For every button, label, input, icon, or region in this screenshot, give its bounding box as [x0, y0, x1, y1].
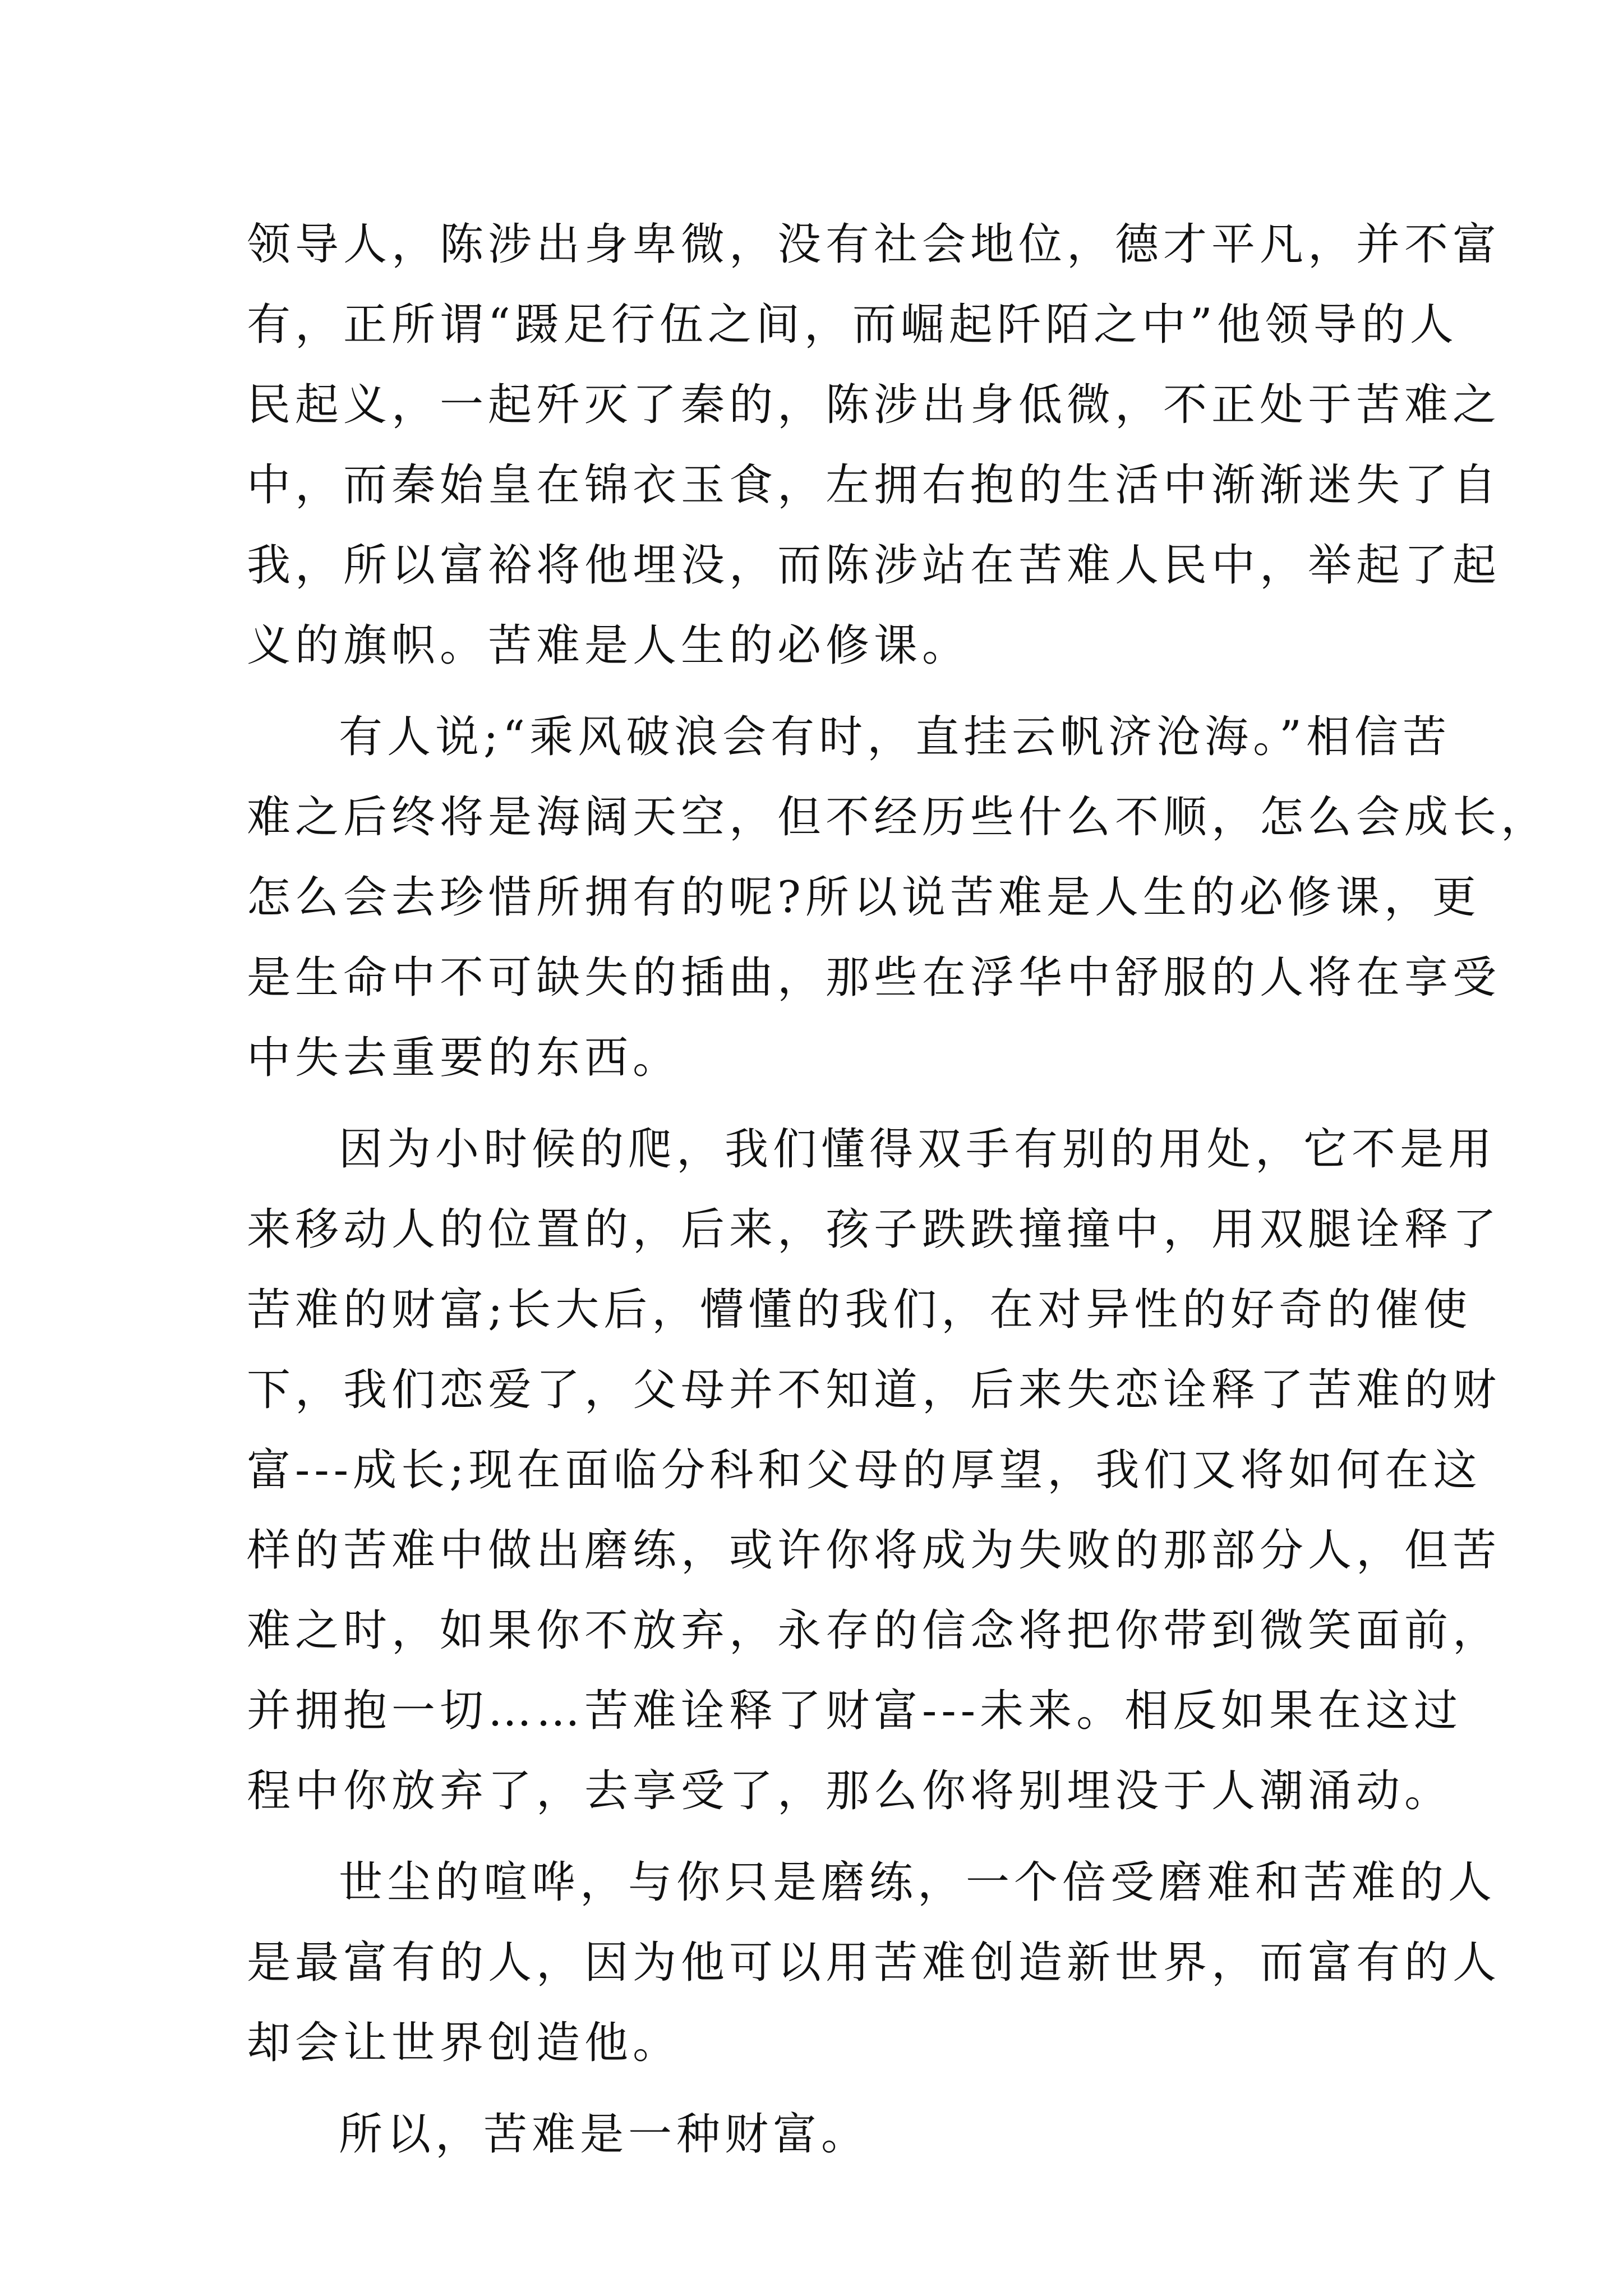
text-line: 样的苦难中做出磨练，或许你将成为失败的那部分人，但苦: [247, 1525, 1501, 1576]
paragraph-4: [247, 1843, 1501, 2083]
text-line: 是最富有的人，因为他可以用苦难创造新世界，而富有的人: [247, 1938, 1501, 1988]
paragraph-spacer: [247, 2083, 1396, 2095]
text-line: 中失去重要的东西。: [247, 1033, 681, 1083]
paragraph-2: [247, 697, 1550, 1098]
text-line: 怎么会去珍惜所拥有的呢?所以说苦难是人生的必修课，更: [247, 872, 1481, 923]
text-line: 因为小时候的爬，我们懂得双手有别的用处，它不是用: [339, 1124, 1497, 1175]
text-line: 来移动人的位置的，后来，孩子跌跌撞撞中，用双腿诠释了: [247, 1204, 1501, 1255]
text-line: 中，而秦始皇在锦衣玉食，左拥右抱的生活中渐渐迷失了自: [247, 460, 1501, 510]
text-line: 有人说;“乘风破浪会有时，直挂云帆济沧海。”相信苦: [339, 712, 1451, 762]
text-line: 领导人，陈涉出身卑微，没有社会地位，德才平凡，并不富: [247, 219, 1501, 270]
text-line: 我，所以富裕将他埋没，而陈涉站在苦难人民中，举起了起: [247, 540, 1501, 591]
text-line: 苦难的财富;长大后，懵懂的我们，在对异性的好奇的催使: [247, 1285, 1472, 1335]
text-line: 却会让世界创造他。: [247, 2018, 681, 2068]
paragraph-spacer: [247, 686, 1396, 697]
text-line: 有，正所谓“蹑足行伍之间，而崛起阡陌之中”他领导的人: [247, 300, 1458, 350]
paragraph-3: [247, 1110, 1501, 1832]
paragraph-spacer: [247, 1098, 1396, 1110]
paragraph-5: [247, 2095, 1396, 2175]
text-line: 是生命中不可缺失的插曲，那些在浮华中舒服的人将在享受: [247, 953, 1501, 1003]
text-line: 富---成长;现在面临分科和父母的厚望，我们又将如何在这: [247, 1445, 1482, 1496]
text-line: 难之后终将是海阔天空，但不经历些什么不顺，怎么会成长，: [247, 792, 1550, 843]
text-line: 难之时，如果你不放弃，永存的信念将把你带到微笑面前，: [247, 1605, 1501, 1656]
paragraph-spacer: [247, 1832, 1396, 1843]
text-line: 世尘的喧哗，与你只是磨练，一个倍受磨难和苦难的人: [339, 1857, 1497, 1908]
text-line: 程中你放弃了，去享受了，那么你将别埋没于人潮涌动。: [247, 1766, 1453, 1816]
body-text: [247, 205, 1550, 2175]
text-line: 义的旗帜。苦难是人生的必修课。: [247, 620, 971, 671]
text-line: 并拥抱一切……苦难诠释了财富---未来。相反如果在这过: [247, 1686, 1463, 1736]
text-line: 民起义，一起歼灭了秦的，陈涉出身低微，不正处于苦难之: [247, 380, 1501, 430]
text-line: 所以，苦难是一种财富。: [339, 2109, 870, 2160]
text-line: 下，我们恋爱了，父母并不知道，后来失恋诠释了苦难的财: [247, 1365, 1501, 1415]
paragraph-1: [247, 205, 1501, 686]
